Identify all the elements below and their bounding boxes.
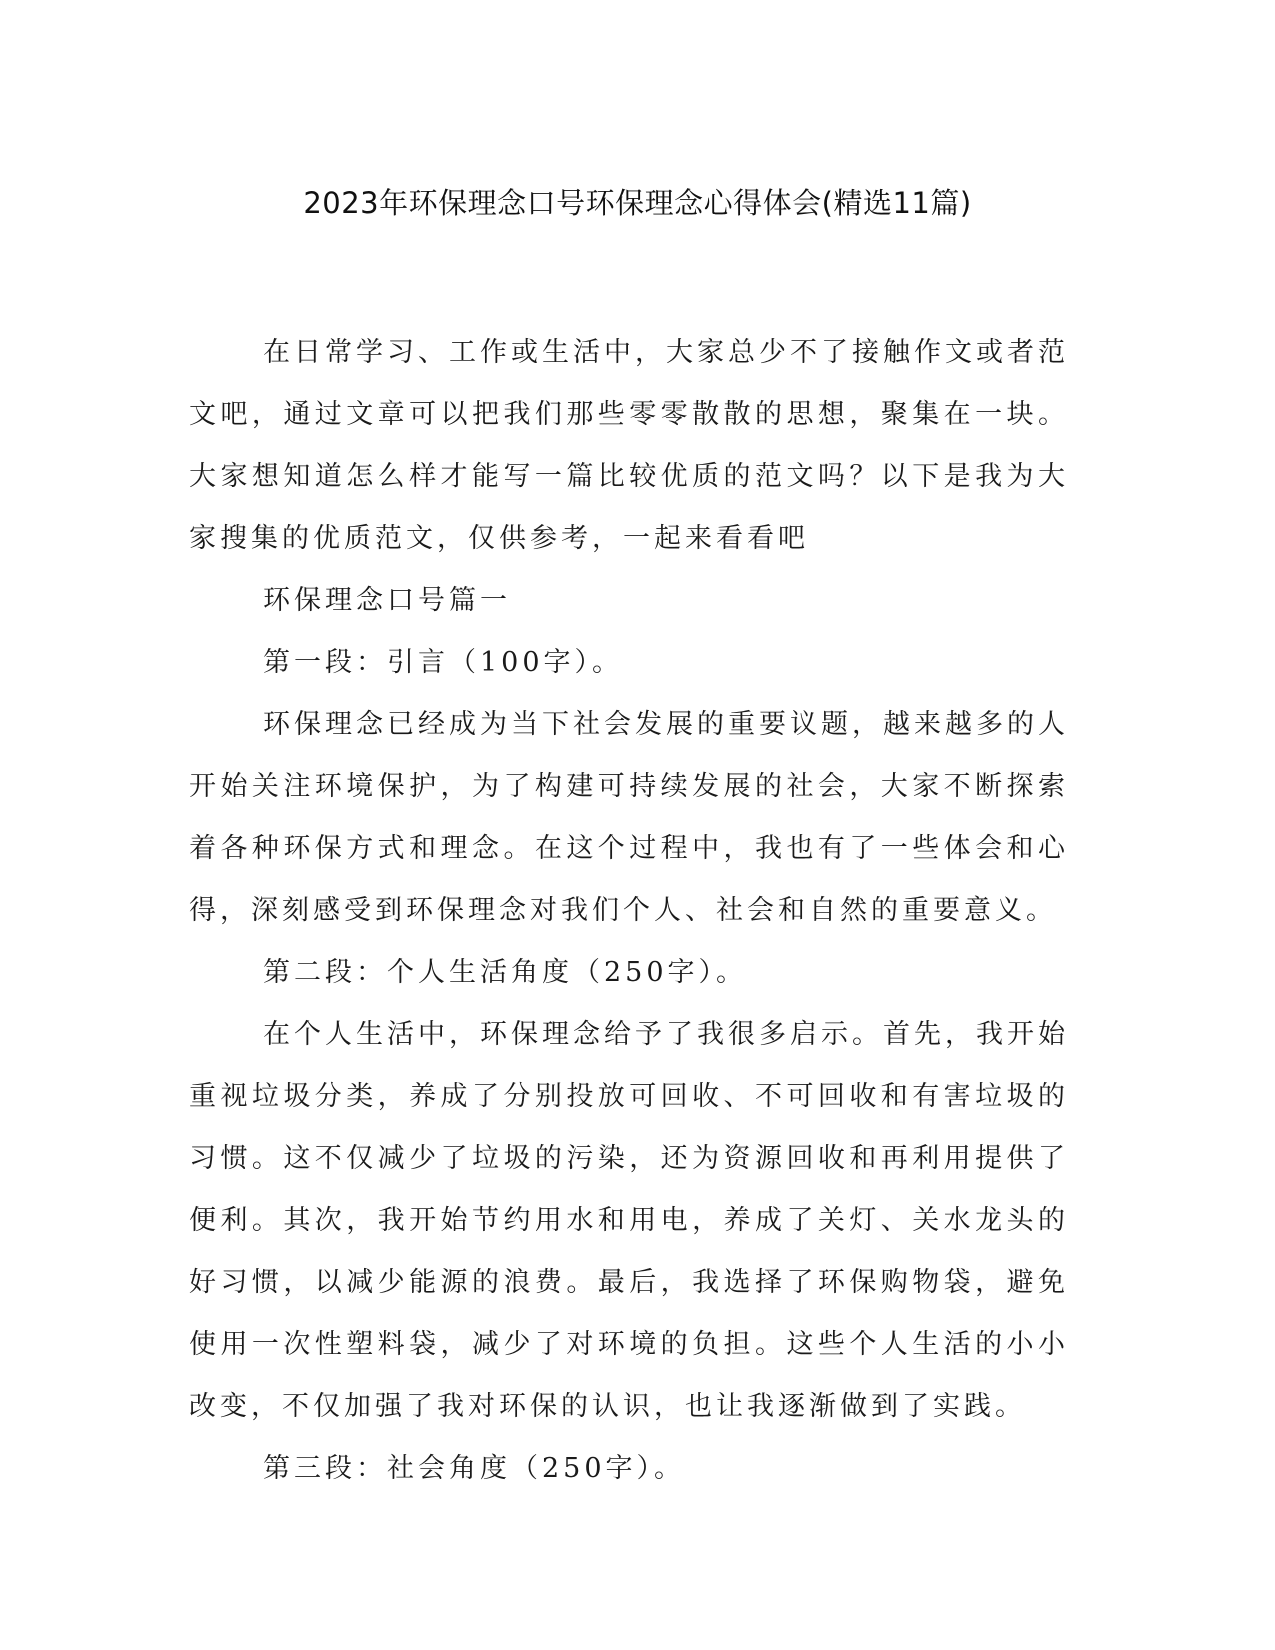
document-body bbox=[189, 322, 1069, 1500]
body-paragraph: 在个人生活中，环保理念给予了我很多启示。首先，我开始重视垃圾分类，养成了分别投放可回收、不可回收和有害垃圾的习惯。这不仅减少了垃圾的污染，还为资源回收和再利用提供了便利。其次，我开始节约用水和用电，养成了关灯、关水龙头的好习惯，以减少能源的浪费。最后，我选择了环保购物袋，避免使用一次性塑料袋，减少了对环境的负担。这些个人生活的小小改变，不仅加强了我对环保的认识，也让我逐渐做到了实践。 bbox=[189, 1019, 1069, 1422]
document-title: 2023年环保理念口号环保理念心得体会(精选11篇) bbox=[303, 186, 972, 220]
paragraph-heading: 第三段：社会角度（250字）。 bbox=[263, 1453, 686, 1484]
intro-paragraph: 在日常学习、工作或生活中，大家总少不了接触作文或者范文吧，通过文章可以把我们那些零零散散的思想，聚集在一块。大家想知道怎么样才能写一篇比较优质的范文吗？以下是我为大家搜集的优质范文，仅供参考，一起来看看吧 bbox=[189, 337, 1069, 554]
paragraph-heading: 第一段：引言（100字）。 bbox=[263, 647, 624, 678]
paragraph-heading: 第二段：个人生活角度（250字）。 bbox=[263, 957, 748, 988]
body-paragraph: 环保理念已经成为当下社会发展的重要议题，越来越多的人开始关注环境保护，为了构建可持续发展的社会，大家不断探索着各种环保方式和理念。在这个过程中，我也有了一些体会和心得，深刻感受到环保理念对我们个人、社会和自然的重要意义。 bbox=[189, 709, 1069, 926]
section-heading: 环保理念口号篇一 bbox=[263, 585, 511, 616]
